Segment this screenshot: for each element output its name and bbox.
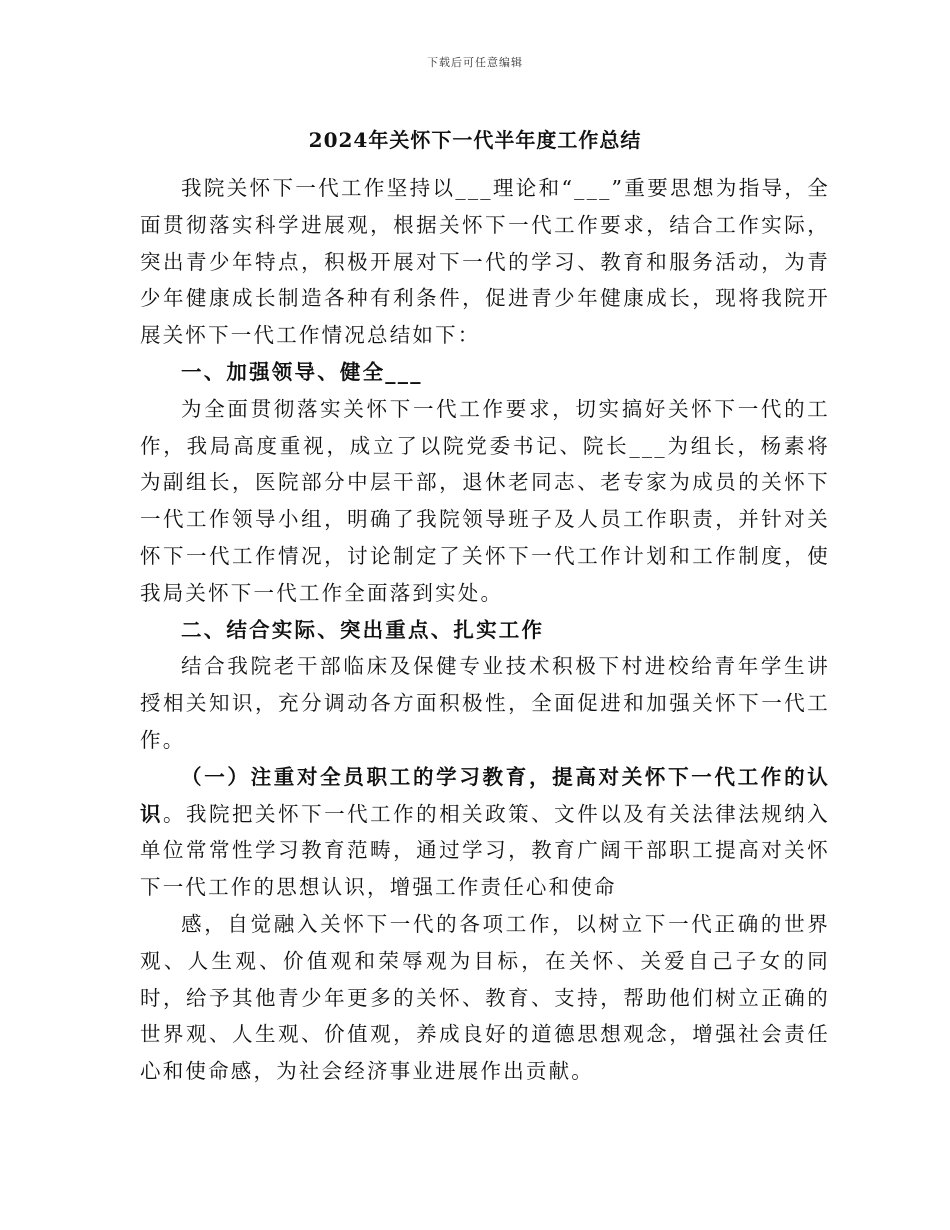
subsection-1-paragraph [140,759,830,906]
section-2-paragraph: 结合我院老干部临床及保健专业技术积极下村进校给青年学生讲授相关知识，充分调动各方面积极性，全面促进和加强关怀下一代工作。 [140,654,830,752]
document-body [140,170,830,1090]
subsection-1-text: 。我院把关怀下一代工作的相关政策、文件以及有关法律法规纳入单位常常性学习教育范畴，通过学习，教育广阔干部职工提高对关怀下一代工作的思想认识，增强工作责任心和使命 [140,801,830,900]
header-note: 下载后可任意编辑 [427,56,523,69]
intro-paragraph: 我院关怀下一代工作坚持以___理论和“___”重要思想为指导，全面贯彻落实科学进展观，根据关怀下一代工作要求，结合工作实际，突出青少年特点，积极开展对下一代的学习、教育和服务活动，为青少年健康成长制造各种有利条件，促进青少年健康成长，现将我院开展关怀下一代工作情况总结如下： [140,176,830,348]
section-heading-2: 二、结合实际、突出重点、扎实工作 [181,617,545,642]
section-1-paragraph: 为全面贯彻落实关怀下一代工作要求，切实搞好关怀下一代的工作，我局高度重视，成立了以院党委书记、院长___为组长，杨素将为副组长，医院部分中层干部，退休老同志、老专家为成员的关怀下一代工作领导小组，明确了我院领导班子及人员工作职责，并针对关怀下一代工作情况，讨论制定了关怀下一代工作计划和工作制度，使我局关怀下一代工作全面落到实处。 [140,396,830,605]
section-heading-1: 一、加强领导、健全___ [181,359,423,384]
subsection-1-continued: 感，自觉融入关怀下一代的各项工作，以树立下一代正确的世界观、人生观、价值观和荣辱观为目标，在关怀、关爱自己子女的同时，给予其他青少年更多的关怀、教育、支持，帮助他们树立正确的世界观、人生观、价值观，养成良好的道德思想观念，增强社会责任心和使命感，为社会经济事业进展作出贡献。 [140,911,830,1084]
subsection-1-heading: （一）注重对全员职工的学习教育，提高对关怀下一代工作的认识 [140,764,830,826]
document-title: 2024年关怀下一代半年度工作总结 [308,128,642,152]
